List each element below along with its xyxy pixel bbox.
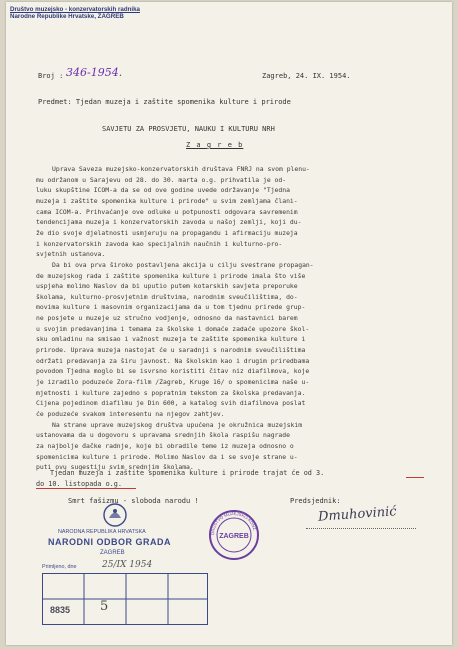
body-line: sku omladinu na smisao i važnost muzeja te zaštite spomenika kulture i [36, 335, 306, 344]
letterhead-line-1: Društvo muzejsko - konzervatorskih radnika [10, 6, 140, 13]
letterhead-line-2: Narodne Republike Hrvatske, ZAGREB [10, 13, 124, 21]
body-line: Uprava Saveza muzejsko-konzervatorskih društava FNRJ na svom plenu- [52, 165, 310, 173]
body-line: tendencijama muzeja i konzervatorskih zavoda u našoj zemlji, koji du- [36, 218, 302, 227]
registry-class: 5 [100, 599, 109, 614]
body-line: je izradilo poduzeće Zora-film /Zagreb, Kruge 16/ o spomenicima naše u- [36, 378, 310, 386]
reference-number-handwritten: 346-1954. [66, 66, 123, 79]
body-line: ustanovama da u dogovoru s upravama srednjih škola raspišu nagrade [36, 431, 290, 440]
document-page [6, 2, 452, 645]
signature-line [306, 528, 416, 529]
document-date: Zagreb, 24. IX. 1954. [262, 72, 351, 80]
body-line: školama, kulturno-prosvjetnim društvima, narodnim sveučilištima, do- [36, 292, 298, 301]
body-line: cama ICOM-a. Prihvaćanje ove odluke u potpunosti odgovara savremenim [36, 207, 298, 216]
coat-of-arms-emblem-icon [102, 502, 128, 528]
final-paragraph-line-2: do 10. listopada o.g. [36, 480, 122, 488]
body-line: povodom Tjedna moglo bi se isvrsno koristiti čitav niz diafilmova, koje [36, 367, 310, 376]
body-line: će poduzeće svakom interesentu na njegov zahtjev. [36, 409, 225, 418]
body-line: puti ovu sugestiju svim srednjim školama. [36, 463, 194, 472]
body-line: prirode. Uprava muzeja nastojat će u saradnji s narodnim sveučilištima [36, 346, 306, 355]
registry-line-2: NARODNI ODBOR GRADA [48, 537, 171, 547]
body-line: Da bi ova prva široko postavljena akcija u cilju svestrane propagan- [52, 260, 314, 269]
body-line: Cijena pojedinom diafilmu je Din 600, a katalog svih diafilmova poslat [36, 399, 306, 408]
final-paragraph-line-1: Tjedan muzeja i zaštite spomenika kulture i prirode trajat će od 3. [50, 469, 325, 477]
closing-salutation: Smrt fašizmu - sloboda narodu ! [68, 497, 199, 505]
body-line: muzeja i zaštite spomenika kulture i prirode" u svim zemljama člani- [36, 196, 298, 205]
reference-label: Broj : [38, 72, 64, 80]
body-line: spomenicima kulture i prirode. Molimo Naslov da i se svoje strane u- [36, 452, 298, 461]
handwritten-underline-date-end [36, 488, 136, 489]
registry-stamp [42, 529, 212, 629]
subject-line: Predmet: Tjedan muzeja i zaštite spomenika kulture i prirode [38, 98, 291, 106]
body-line: za najbolje đačke radnje, koje bi obradile teme iz muzeja odnosno o [36, 441, 294, 450]
handwritten-underline-date-start [406, 477, 424, 478]
body-line: že dio svoje djelatnosti usmjeruju na propagandu i afirmaciju muzeja [36, 228, 298, 237]
registry-line-3: ZAGREB [100, 550, 125, 556]
registry-grid [42, 573, 208, 625]
body-line: Na strane uprave muzejskog društva upućena je okružnica muzejskim [52, 420, 303, 429]
body-line: ne posjete u muzeje uz stručno vodjenje, odnosno da nastavnici barem [36, 314, 298, 323]
body-line: uspjeha molimo Naslov da bi uputio putem kotarskih savjeta preporuke [36, 282, 298, 291]
body-line: održati predavanja za širu javnost. Na školskim kao i drugim priredbama [36, 356, 310, 365]
signature-label: Predsjednik: [290, 497, 341, 505]
addressee-line-1: SAVJETU ZA PROSVJETU, NAUKU I KULTURU NRH [102, 125, 275, 133]
round-stamp-center-text: ZAGREB [219, 533, 249, 540]
body-line: mjetnosti i kulture zajedno s popratnim tekstom za školska predavanja. [36, 388, 306, 397]
round-seal-stamp-icon [208, 509, 260, 561]
body-line: mu održanom u Sarajevu od 28. do 30. marta o.g. prihvatila je od- [36, 175, 287, 184]
body-line: i konzervatorskih zavoda kao specijalnih naučnih i kulturno-pro- [36, 239, 283, 248]
registry-number: 8835 [50, 605, 71, 615]
registry-received-label: Primljeno, dne [42, 564, 77, 570]
body-line: luku skupštine ICOM-a da se od ove godine uvede održavanje "Tjedna [36, 186, 290, 195]
body-line: movima kulture i masovnim organizacijama da u tom tjednu prirede grup- [36, 303, 306, 312]
body-line: svjetnih ustanova. [36, 250, 106, 259]
letterhead-stamp [10, 6, 140, 21]
addressee-line-2: Z a g r e b [186, 141, 244, 149]
registry-received-date: 25/IX 1954 [102, 560, 153, 570]
round-stamp-ring-text: DRUŠTVO MUZEJSKO-KONZ. [209, 510, 258, 536]
signature-handwritten: Dmuhovinić [317, 504, 398, 525]
body-line: de muzejskog rada i zaštite spomenika kulture i prirode imala što više [36, 271, 306, 280]
body-line: u svojim predavanjima i temama za školske i domaće zadaće upozore škol- [36, 324, 310, 333]
registry-line-1: NARODNA REPUBLIKA HRVATSKA [58, 529, 146, 535]
